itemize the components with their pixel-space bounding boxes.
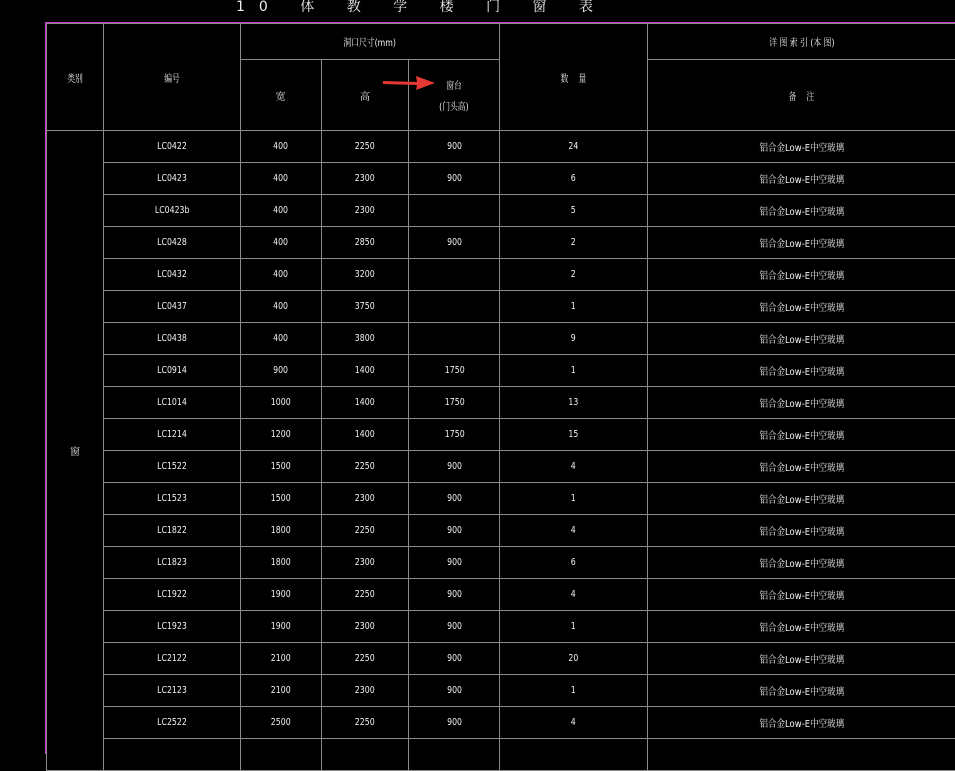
quantity-cell: 4 [500, 707, 648, 739]
code-cell: LC1923 [103, 611, 240, 643]
quantity-cell: 6 [500, 163, 648, 195]
quantity-cell: 15 [500, 419, 648, 451]
remarks-cell: 铝合金Low-E中空玻璃 [647, 195, 955, 227]
sill-cell: 1750 [409, 387, 500, 419]
remarks-cell: 铝合金Low-E中空玻璃 [647, 515, 955, 547]
code-cell: LC0423 [103, 163, 240, 195]
quantity-cell: 13 [500, 387, 648, 419]
header-sill [409, 60, 500, 131]
sill-cell: 900 [409, 707, 500, 739]
width-cell: 400 [240, 227, 321, 259]
remarks-cell: 铝合金Low-E中空玻璃 [647, 643, 955, 675]
code-cell: LC1522 [103, 451, 240, 483]
code-cell: LC1523 [103, 483, 240, 515]
sill-cell: 1750 [409, 419, 500, 451]
header-detail-index: 详 图 索 引 (本 图) [647, 24, 955, 60]
width-cell: 400 [240, 259, 321, 291]
remarks-cell: 铝合金Low-E中空玻璃 [647, 547, 955, 579]
quantity-cell: 4 [500, 515, 648, 547]
sill-cell [409, 195, 500, 227]
sill-cell: 900 [409, 451, 500, 483]
table-row [47, 547, 955, 579]
remarks-cell: 铝合金Low-E中空玻璃 [647, 355, 955, 387]
height-cell: 2250 [321, 643, 409, 675]
code-cell: LC1922 [103, 579, 240, 611]
height-cell: 2300 [321, 547, 409, 579]
header-opening-size: 洞口尺寸(mm) [240, 24, 500, 60]
door-window-table [46, 23, 955, 771]
quantity-cell: 2 [500, 259, 648, 291]
quantity-cell: 5 [500, 195, 648, 227]
code-cell: LC0423b [103, 195, 240, 227]
quantity-cell: 2 [500, 227, 648, 259]
height-cell: 1400 [321, 419, 409, 451]
table-row [47, 163, 955, 195]
width-cell: 1500 [240, 451, 321, 483]
quantity-cell: 1 [500, 483, 648, 515]
height-cell: 1400 [321, 355, 409, 387]
table-row [47, 451, 955, 483]
header-height: 高 [321, 60, 409, 131]
quantity-cell: 24 [500, 131, 648, 163]
height-cell: 2300 [321, 483, 409, 515]
sill-cell: 900 [409, 643, 500, 675]
header-quantity: 数 量 [500, 24, 648, 131]
remarks-cell: 铝合金Low-E中空玻璃 [647, 163, 955, 195]
remarks-cell: 铝合金Low-E中空玻璃 [647, 483, 955, 515]
remarks-cell: 铝合金Low-E中空玻璃 [647, 611, 955, 643]
width-cell: 1900 [240, 611, 321, 643]
width-cell: 2500 [240, 707, 321, 739]
sill-cell: 900 [409, 611, 500, 643]
quantity-cell [500, 739, 648, 771]
sill-cell: 900 [409, 547, 500, 579]
height-cell: 3800 [321, 323, 409, 355]
width-cell: 1900 [240, 579, 321, 611]
header-category: 类别 [47, 24, 104, 131]
remarks-cell [647, 739, 955, 771]
code-cell: LC0422 [103, 131, 240, 163]
table-row [47, 195, 955, 227]
height-cell: 2300 [321, 611, 409, 643]
table-row [47, 355, 955, 387]
remarks-cell: 铝合金Low-E中空玻璃 [647, 227, 955, 259]
quantity-cell: 4 [500, 451, 648, 483]
table-row [47, 515, 955, 547]
header-remarks: 备 注 [647, 60, 955, 131]
table-title: 10 体 教 学 楼 门 窗 表 [236, 0, 607, 16]
sill-cell: 1750 [409, 355, 500, 387]
remarks-cell: 铝合金Low-E中空玻璃 [647, 675, 955, 707]
code-cell: LC2123 [103, 675, 240, 707]
sill-cell: 900 [409, 163, 500, 195]
height-cell [321, 739, 409, 771]
red-arrow-icon [383, 75, 435, 91]
width-cell: 1200 [240, 419, 321, 451]
width-cell: 900 [240, 355, 321, 387]
code-cell: LC1823 [103, 547, 240, 579]
quantity-cell: 1 [500, 291, 648, 323]
height-cell: 2300 [321, 675, 409, 707]
table-row [47, 387, 955, 419]
width-cell: 2100 [240, 643, 321, 675]
remarks-cell: 铝合金Low-E中空玻璃 [647, 131, 955, 163]
sill-cell: 900 [409, 483, 500, 515]
quantity-cell: 1 [500, 675, 648, 707]
width-cell: 400 [240, 131, 321, 163]
code-cell: LC0438 [103, 323, 240, 355]
width-cell: 400 [240, 323, 321, 355]
sill-cell: 900 [409, 675, 500, 707]
quantity-cell: 9 [500, 323, 648, 355]
table-row [47, 707, 955, 739]
table-row [47, 643, 955, 675]
table-row [47, 739, 955, 771]
width-cell: 400 [240, 163, 321, 195]
table-row [47, 291, 955, 323]
header-code: 编号 [103, 24, 240, 131]
quantity-cell: 1 [500, 355, 648, 387]
height-cell: 2250 [321, 515, 409, 547]
table-row [47, 483, 955, 515]
sill-cell: 900 [409, 579, 500, 611]
height-cell: 2850 [321, 227, 409, 259]
code-cell: LC0428 [103, 227, 240, 259]
sill-cell: 900 [409, 131, 500, 163]
code-cell: LC0432 [103, 259, 240, 291]
category-cell: 窗 [47, 131, 104, 771]
height-cell: 2250 [321, 451, 409, 483]
quantity-cell: 6 [500, 547, 648, 579]
width-cell: 1800 [240, 547, 321, 579]
table-row [47, 675, 955, 707]
sill-cell: 900 [409, 227, 500, 259]
remarks-cell: 铝合金Low-E中空玻璃 [647, 259, 955, 291]
sill-cell [409, 291, 500, 323]
width-cell: 400 [240, 291, 321, 323]
remarks-cell: 铝合金Low-E中空玻璃 [647, 419, 955, 451]
quantity-cell: 4 [500, 579, 648, 611]
quantity-cell: 1 [500, 611, 648, 643]
code-cell: LC1214 [103, 419, 240, 451]
table-row [47, 323, 955, 355]
quantity-cell: 20 [500, 643, 648, 675]
height-cell: 2250 [321, 131, 409, 163]
remarks-cell: 铝合金Low-E中空玻璃 [647, 707, 955, 739]
code-cell: LC1014 [103, 387, 240, 419]
height-cell: 1400 [321, 387, 409, 419]
remarks-cell: 铝合金Low-E中空玻璃 [647, 323, 955, 355]
width-cell: 1500 [240, 483, 321, 515]
height-cell: 2250 [321, 707, 409, 739]
code-cell: LC0437 [103, 291, 240, 323]
remarks-cell: 铝合金Low-E中空玻璃 [647, 579, 955, 611]
remarks-cell: 铝合金Low-E中空玻璃 [647, 387, 955, 419]
sill-cell [409, 739, 500, 771]
table-row [47, 579, 955, 611]
table-row [47, 131, 955, 163]
height-cell: 2300 [321, 163, 409, 195]
sill-cell: 900 [409, 515, 500, 547]
header-sill-sub: (门头高) [440, 98, 469, 113]
table-row [47, 227, 955, 259]
header-width: 宽 [240, 60, 321, 131]
code-cell: LC2122 [103, 643, 240, 675]
width-cell: 400 [240, 195, 321, 227]
remarks-cell: 铝合金Low-E中空玻璃 [647, 291, 955, 323]
header-sill-label: 窗台 [446, 77, 462, 92]
code-cell: LC1822 [103, 515, 240, 547]
width-cell: 2100 [240, 675, 321, 707]
remarks-cell: 铝合金Low-E中空玻璃 [647, 451, 955, 483]
sill-cell [409, 259, 500, 291]
sill-cell [409, 323, 500, 355]
width-cell [240, 739, 321, 771]
width-cell: 1800 [240, 515, 321, 547]
code-cell [103, 739, 240, 771]
height-cell: 2250 [321, 579, 409, 611]
width-cell: 1000 [240, 387, 321, 419]
table-row [47, 259, 955, 291]
table-row [47, 419, 955, 451]
height-cell: 3750 [321, 291, 409, 323]
code-cell: LC2522 [103, 707, 240, 739]
code-cell: LC0914 [103, 355, 240, 387]
table-row [47, 611, 955, 643]
height-cell: 3200 [321, 259, 409, 291]
height-cell: 2300 [321, 195, 409, 227]
